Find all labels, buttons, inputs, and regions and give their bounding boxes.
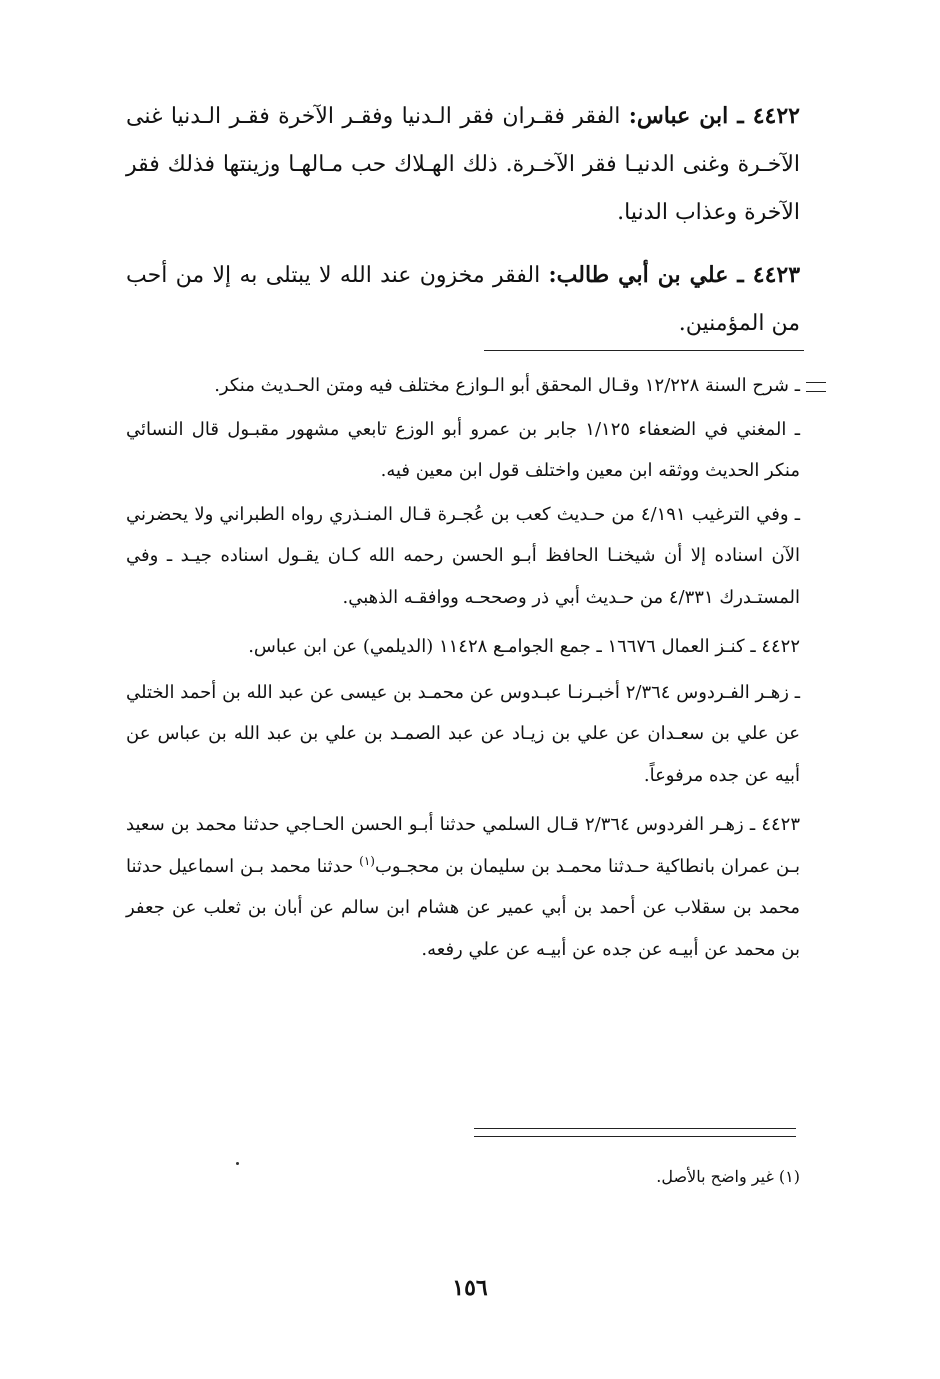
footnote-separator-top (474, 1128, 796, 1129)
notes-section (126, 365, 800, 970)
note-4423-text-end: حدثنا محمد بـن اسماعيل حدثنا محمد بن سقلاب عن أحمد بن أبي عمير عن هشام ابن سالم عن أبان بن ثعلب عن جعفر بن محمد عن أبيـه عن جده عن أبيـه عن علي رفعه. (126, 855, 800, 960)
footnote-reference: (١) (359, 853, 375, 868)
entry-4423-heading: ٤٤٢٣ ـ علي بن أبي طالب: (548, 262, 801, 288)
note-4423-zahr (126, 804, 800, 970)
entry-4423-body: الفقر مخزون عند الله لا يبتلى به إلا من أحب من المؤمنين. (126, 263, 800, 336)
notes-separator (484, 350, 804, 351)
note-sharh-al-sunnah: ـ شرح السنة ١٢/٢٢٨ وقـال المحقق أبو الـوازع مختلف فيه ومتن الحـديث منكر. (214, 375, 800, 396)
note-al-targhib: ـ وفي الترغيب ٤/١٩١ من حـديث كعب بن عُجـرة قـال المنـذري رواه الطبراني ولا يحضرني الآن اسناده إلا أن شيخنـا الحافظ أبـو الحسن رحمه الله كـان يقـول اسناده جيـد ـ وفي المستـدرك ٤/٣٣١ من حـديث أبي ذر وصححـه ووافقـه الذهبي. (126, 503, 800, 608)
notes-marker (806, 382, 826, 394)
note-zahr-al-firdaws: ـ زهـر الفـردوس ٢/٣٦٤ أخبـرنـا عبـدوس عن محمـد بن عيسى عن عبد الله بن أحمد الختلي عن علي بن سعـدان عن علي بن زيـاد عن عبد الصمـد بن علي بن عبد الله بن عباس عن أبيه عن جده مرفوعاً. (126, 681, 800, 786)
page-number: ١٥٦ (452, 1275, 488, 1301)
main-text (126, 92, 800, 348)
entry-4422 (126, 92, 800, 237)
note-4422-kanz: ٤٤٢٢ ـ كنـز العمال ١٦٦٧٦ ـ جمع الجوامـع ١١٤٢٨ (الديلمي) عن ابن عباس. (248, 636, 800, 657)
note-4423-text-start: ٤٤٢٣ ـ زهـر الفردوس ٢/٣٦٤ قـال السلمي حدثنا أبـو الحسن الحـاجي حدثنا محمد بن سعيد بـن عمران بانطاكية حـدثنا محمـد بن سليمان بن محجـوب (126, 814, 800, 877)
note-al-mughni: ـ المغني في الضعفاء ١/١٢٥ جابر بن عمرو أبو الوزع تابعي مشهور مقبـول قال النسائي منكر الحديث ووثقه ابن معين واختلف قول ابن معين فيه. (126, 418, 800, 481)
entry-4423 (126, 251, 800, 348)
print-speck (236, 1162, 239, 1165)
entry-4422-heading: ٤٤٢٢ ـ ابن عباس: (628, 103, 800, 129)
footnote-separator-bottom (474, 1136, 796, 1137)
entry-4422-body: الفقر فقـران فقر الـدنيا وفقـر الآخرة فقـر الـدنيا غنى الآخـرة وغنى الدنيـا فقر الآخـرة. ذلك الهـلاك حب مـالهـا وزينتها فذلك فقر الآخرة وعذاب الدنيا. (126, 104, 800, 225)
footnote: (١) غير واضح بالأصل. (656, 1167, 800, 1186)
